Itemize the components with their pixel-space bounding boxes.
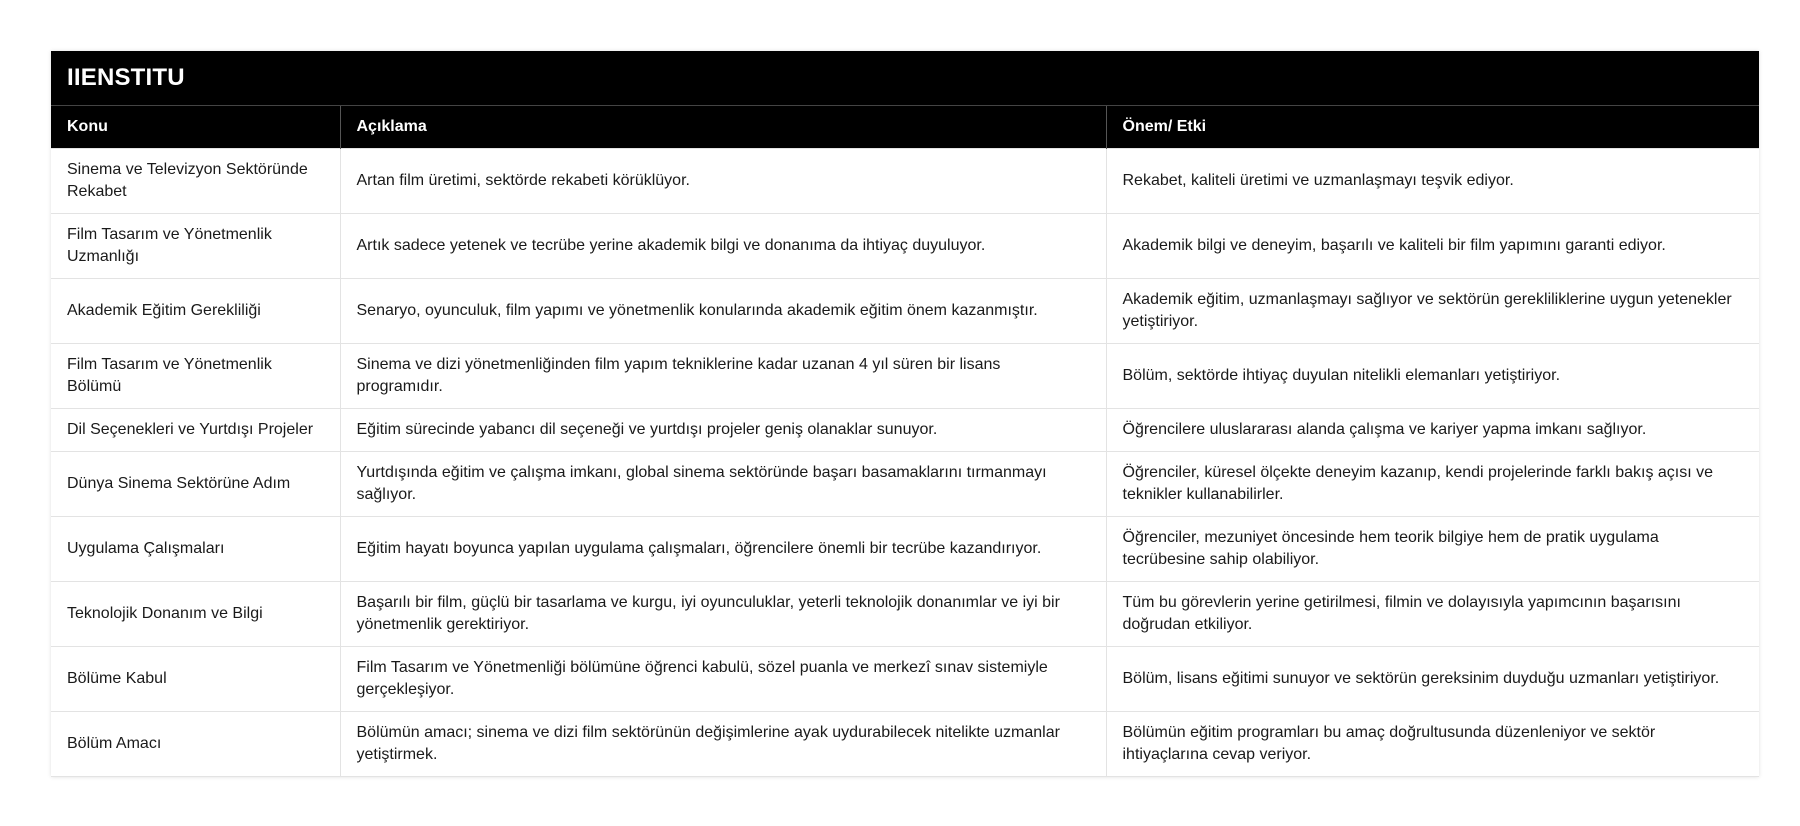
cell-topic: Uygulama Çalışmaları [51, 517, 340, 582]
cell-description: Artık sadece yetenek ve tecrübe yerine akademik bilgi ve donanıma da ihtiyaç duyuluyor. [340, 214, 1106, 279]
table-row [51, 214, 1759, 279]
cell-topic: Bölüm Amacı [51, 712, 340, 777]
info-table [51, 105, 1759, 777]
cell-topic: Film Tasarım ve Yönetmenlik Uzmanlığı [51, 214, 340, 279]
cell-description: Sinema ve dizi yönetmenliğinden film yapım tekniklerine kadar uzanan 4 yıl süren bir lisans programıdır. [340, 344, 1106, 409]
table-row [51, 647, 1759, 712]
table-row [51, 344, 1759, 409]
content-table-card [51, 51, 1759, 777]
cell-description: Başarılı bir film, güçlü bir tasarlama ve kurgu, iyi oyunculuklar, yeterli teknolojik donanımlar ve iyi bir yönetmenlik gerektiriyor. [340, 582, 1106, 647]
cell-description: Eğitim sürecinde yabancı dil seçeneği ve yurtdışı projeler geniş olanaklar sunuyor. [340, 409, 1106, 452]
table-head [51, 106, 1759, 149]
cell-topic: Akademik Eğitim Gerekliliği [51, 279, 340, 344]
cell-description: Senaryo, oyunculuk, film yapımı ve yönetmenlik konularında akademik eğitim önem kazanmıştır. [340, 279, 1106, 344]
table-row [51, 582, 1759, 647]
cell-description: Eğitim hayatı boyunca yapılan uygulama çalışmaları, öğrencilere önemli bir tecrübe kazandırıyor. [340, 517, 1106, 582]
cell-topic: Dünya Sinema Sektörüne Adım [51, 452, 340, 517]
cell-impact: Akademik bilgi ve deneyim, başarılı ve kaliteli bir film yapımını garanti ediyor. [1106, 214, 1759, 279]
column-header-topic: Konu [51, 106, 340, 149]
cell-impact: Bölüm, sektörde ihtiyaç duyulan nitelikli elemanları yetiştiriyor. [1106, 344, 1759, 409]
cell-topic: Bölüme Kabul [51, 647, 340, 712]
cell-description: Yurtdışında eğitim ve çalışma imkanı, global sinema sektöründe başarı basamaklarını tırmanmayı sağlıyor. [340, 452, 1106, 517]
cell-description: Bölümün amacı; sinema ve dizi film sektörünün değişimlerine ayak uydurabilecek nitelikte uzmanlar yetiştirmek. [340, 712, 1106, 777]
table-row [51, 149, 1759, 214]
table-row [51, 409, 1759, 452]
cell-topic: Sinema ve Televizyon Sektöründe Rekabet [51, 149, 340, 214]
header-row [51, 106, 1759, 149]
cell-impact: Rekabet, kaliteli üretimi ve uzmanlaşmayı teşvik ediyor. [1106, 149, 1759, 214]
cell-description: Film Tasarım ve Yönetmenliği bölümüne öğrenci kabulü, sözel puanla ve merkezî sınav sistemiyle gerçekleşiyor. [340, 647, 1106, 712]
table-row [51, 452, 1759, 517]
cell-description: Artan film üretimi, sektörde rekabeti körüklüyor. [340, 149, 1106, 214]
table-row [51, 517, 1759, 582]
table-row [51, 279, 1759, 344]
cell-impact: Bölüm, lisans eğitimi sunuyor ve sektörün gereksinim duyduğu uzmanları yetiştiriyor. [1106, 647, 1759, 712]
table-row [51, 712, 1759, 777]
cell-impact: Öğrenciler, küresel ölçekte deneyim kazanıp, kendi projelerinde farklı bakış açısı ve teknikler kullanabilirler. [1106, 452, 1759, 517]
table-body [51, 149, 1759, 777]
cell-topic: Dil Seçenekleri ve Yurtdışı Projeler [51, 409, 340, 452]
brand-header: IIENSTITU [51, 51, 1759, 105]
cell-impact: Bölümün eğitim programları bu amaç doğrultusunda düzenleniyor ve sektör ihtiyaçlarına cevap veriyor. [1106, 712, 1759, 777]
cell-impact: Akademik eğitim, uzmanlaşmayı sağlıyor ve sektörün gerekliliklerine uygun yetenekler yetiştiriyor. [1106, 279, 1759, 344]
cell-impact: Tüm bu görevlerin yerine getirilmesi, filmin ve dolayısıyla yapımcının başarısını doğrudan etkiliyor. [1106, 582, 1759, 647]
cell-impact: Öğrenciler, mezuniyet öncesinde hem teorik bilgiye hem de pratik uygulama tecrübesine sahip olabiliyor. [1106, 517, 1759, 582]
cell-topic: Film Tasarım ve Yönetmenlik Bölümü [51, 344, 340, 409]
cell-topic: Teknolojik Donanım ve Bilgi [51, 582, 340, 647]
column-header-impact: Önem/ Etki [1106, 106, 1759, 149]
column-header-description: Açıklama [340, 106, 1106, 149]
cell-impact: Öğrencilere uluslararası alanda çalışma ve kariyer yapma imkanı sağlıyor. [1106, 409, 1759, 452]
